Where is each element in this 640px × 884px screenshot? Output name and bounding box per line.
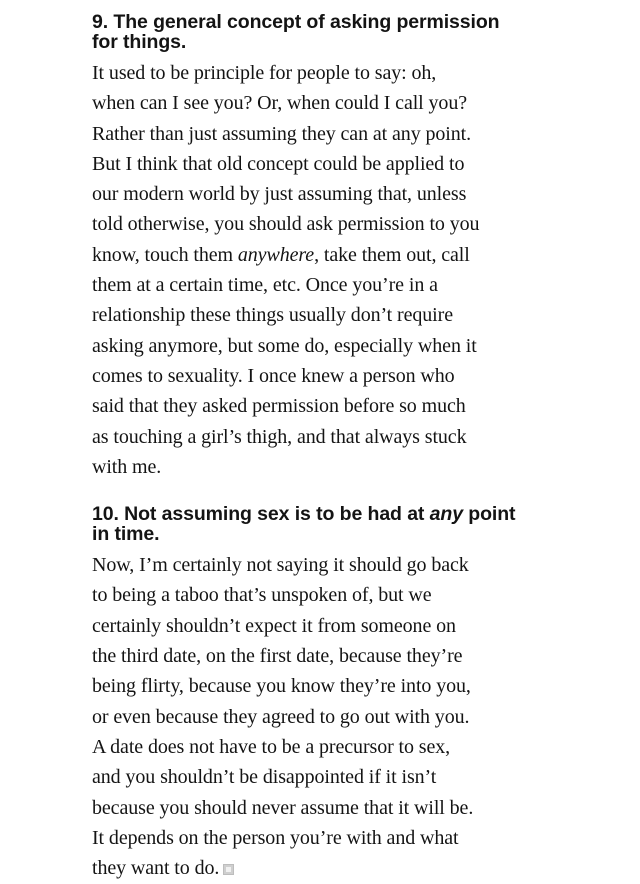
text-line: A date does not have to be a precursor to sex, xyxy=(92,735,451,758)
section-spacer xyxy=(92,482,532,504)
text-run: , take them out, call xyxy=(314,243,470,266)
text-run: point xyxy=(462,503,516,526)
text-line: them at a certain time, etc. Once you’re in a xyxy=(92,274,438,297)
article-body xyxy=(92,12,532,883)
heading-line xyxy=(92,504,532,524)
text-line: the third date, on the first date, because they’re xyxy=(92,645,463,668)
end-of-article-icon xyxy=(223,864,234,875)
emphasis-text: anywhere xyxy=(237,243,315,266)
text-line xyxy=(92,240,532,270)
text-run: 10. Not assuming sex is to be had at xyxy=(92,503,430,526)
text-line xyxy=(92,853,532,883)
text-line: said that they asked permission before so much xyxy=(92,395,466,418)
text-line: It depends on the person you’re with and what xyxy=(92,826,459,849)
text-line: But I think that old concept could be applied to xyxy=(92,152,465,175)
text-line: being flirty, because you know they’re into you, xyxy=(92,675,471,698)
text-line: because you should never assume that it will be. xyxy=(92,796,474,819)
text-line: asking anymore, but some do, especially when it xyxy=(92,334,477,357)
section-9 xyxy=(92,12,532,482)
heading-line: 9. The general concept of asking permission xyxy=(92,11,500,33)
heading-line: for things. xyxy=(92,31,187,53)
section-heading xyxy=(92,12,532,52)
section-heading xyxy=(92,504,532,544)
text-line: or even because they agreed to go out with you. xyxy=(92,705,470,728)
text-line: It used to be principle for people to say: oh, xyxy=(92,62,437,84)
text-line: told otherwise, you should ask permission to you xyxy=(92,213,480,236)
text-run: they want to do. xyxy=(92,857,220,880)
text-line: certainly shouldn’t expect it from someone on xyxy=(92,614,456,637)
text-line: to being a taboo that’s unspoken of, but we xyxy=(92,584,432,607)
section-paragraph xyxy=(92,550,532,883)
text-line: when can I see you? Or, when could I call you? xyxy=(92,92,468,115)
section-paragraph xyxy=(92,58,532,482)
text-run: know, touch them xyxy=(92,243,238,266)
heading-line: in time. xyxy=(92,523,160,546)
text-line: Now, I’m certainly not saying it should go back xyxy=(92,554,469,577)
text-line: Rather than just assuming they can at any point. xyxy=(92,122,472,145)
text-line: our modern world by just assuming that, unless xyxy=(92,183,467,206)
text-line: as touching a girl’s thigh, and that always stuck xyxy=(92,425,467,448)
section-10 xyxy=(92,504,532,883)
text-line: with me. xyxy=(92,455,162,478)
text-line: and you shouldn’t be disappointed if it isn’t xyxy=(92,766,437,789)
text-line: relationship these things usually don’t require xyxy=(92,304,453,327)
emphasis-text: any xyxy=(429,503,463,526)
text-line: comes to sexuality. I once knew a person who xyxy=(92,364,455,387)
